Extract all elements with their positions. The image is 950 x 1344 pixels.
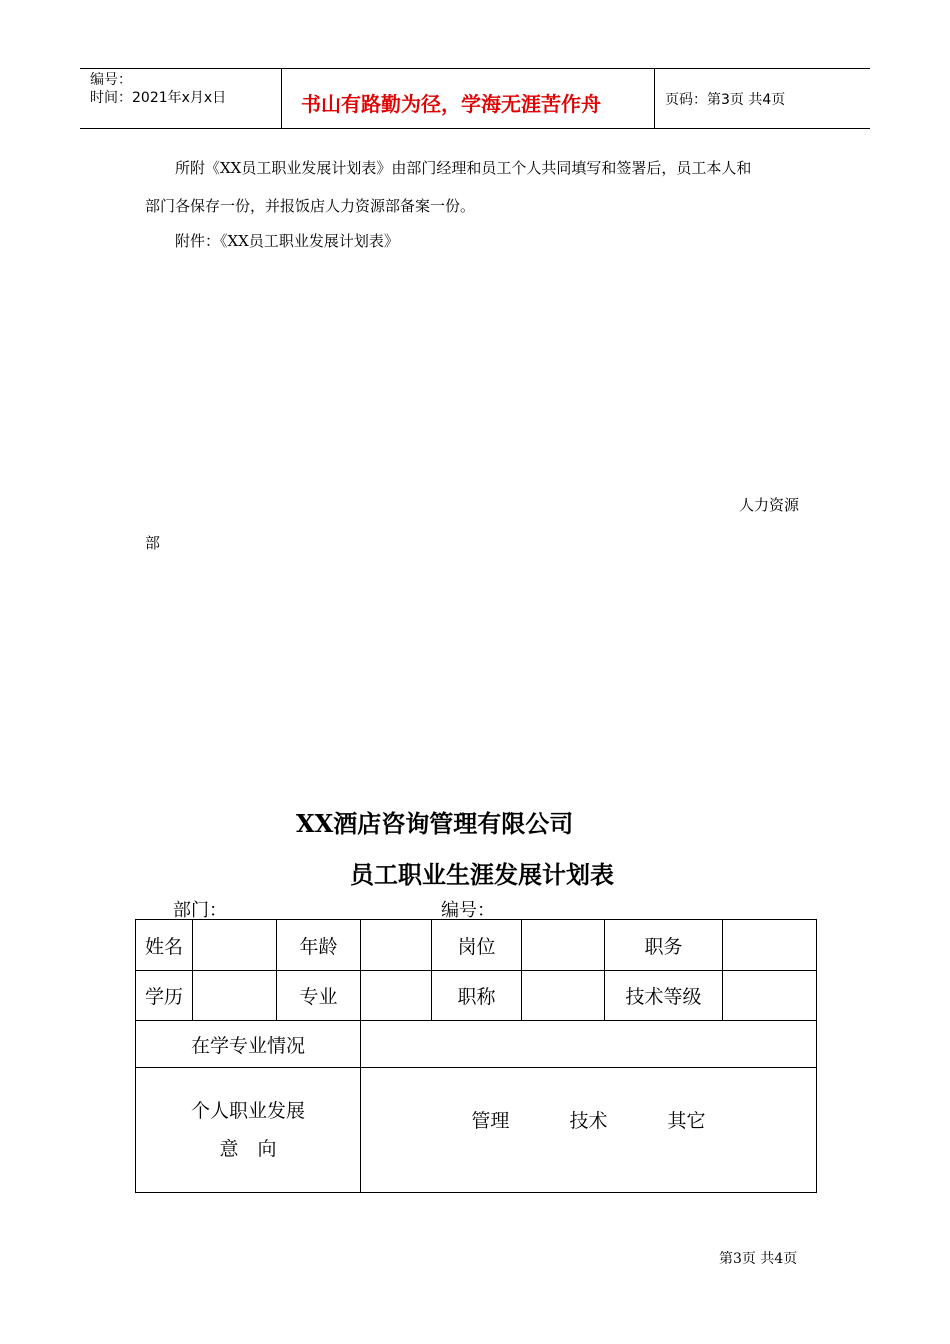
- cell-intent-options: [361, 1068, 817, 1193]
- cell-education-label: 学历: [136, 971, 193, 1021]
- cell-duty-value[interactable]: [723, 920, 817, 971]
- cell-study-value[interactable]: [361, 1021, 817, 1068]
- header-bottom-rule: [80, 128, 870, 129]
- cell-title-value[interactable]: [522, 971, 605, 1021]
- cell-post-label: 岗位: [432, 920, 522, 971]
- header-divider-left: [281, 68, 282, 129]
- company-title: XX酒店咨询管理有限公司: [296, 809, 574, 838]
- header-motto: 书山有路勤为径，学海无涯苦作舟: [301, 92, 601, 116]
- department-label: 部门：: [173, 900, 227, 921]
- cell-tech-level-value[interactable]: [723, 971, 817, 1021]
- header-top-rule: [80, 68, 870, 69]
- cell-name-value[interactable]: [193, 920, 277, 971]
- intent-option-other[interactable]: 其它: [667, 1110, 706, 1132]
- cell-major-label: 专业: [277, 971, 361, 1021]
- cell-study-label: 在学专业情况: [136, 1021, 361, 1068]
- cell-age-value[interactable]: [361, 920, 432, 971]
- table-row-intent: [136, 1068, 817, 1193]
- attachment-line: 附件：《XX员工职业发展计划表》: [175, 232, 399, 250]
- cell-title-label: 职称: [432, 971, 522, 1021]
- footer-page-number: 第3页 共4页: [719, 1251, 798, 1267]
- intent-option-technical[interactable]: 技术: [569, 1110, 608, 1132]
- intent-option-management[interactable]: 管理: [471, 1110, 510, 1132]
- cell-age-label: 年龄: [277, 920, 361, 971]
- header-time-label: 时间：2021年x月x日: [90, 90, 227, 106]
- signature-line1: 人力资源: [739, 496, 800, 514]
- table-row-study: [136, 1021, 817, 1068]
- career-plan-table: [135, 919, 817, 1193]
- intro-paragraph-line2: 部门各保存一份，并报饭店人力资源部备案一份。: [145, 197, 476, 215]
- cell-intent-label: [136, 1068, 361, 1193]
- cell-tech-level-label: 技术等级: [605, 971, 723, 1021]
- table-row-education: [136, 971, 817, 1021]
- cell-major-value[interactable]: [361, 971, 432, 1021]
- cell-education-value[interactable]: [193, 971, 277, 1021]
- intent-label-line2: 意 向: [219, 1138, 277, 1160]
- header-number-label: 编号：: [90, 72, 132, 88]
- form-number-label: 编号：: [441, 900, 495, 921]
- cell-post-value[interactable]: [522, 920, 605, 971]
- header-page-label: 页码：第3页 共4页: [665, 92, 786, 108]
- signature-line2: 部: [145, 534, 161, 552]
- header-divider-right: [654, 68, 655, 129]
- cell-name-label: 姓名: [136, 920, 193, 971]
- form-title: 员工职业生涯发展计划表: [350, 860, 614, 889]
- intro-paragraph-line1: 所附《XX员工职业发展计划表》由部门经理和员工个人共同填写和签署后，员工本人和: [175, 159, 752, 177]
- table-row-basic: [136, 920, 817, 971]
- cell-duty-label: 职务: [605, 920, 723, 971]
- intent-label-line1: 个人职业发展: [190, 1100, 305, 1122]
